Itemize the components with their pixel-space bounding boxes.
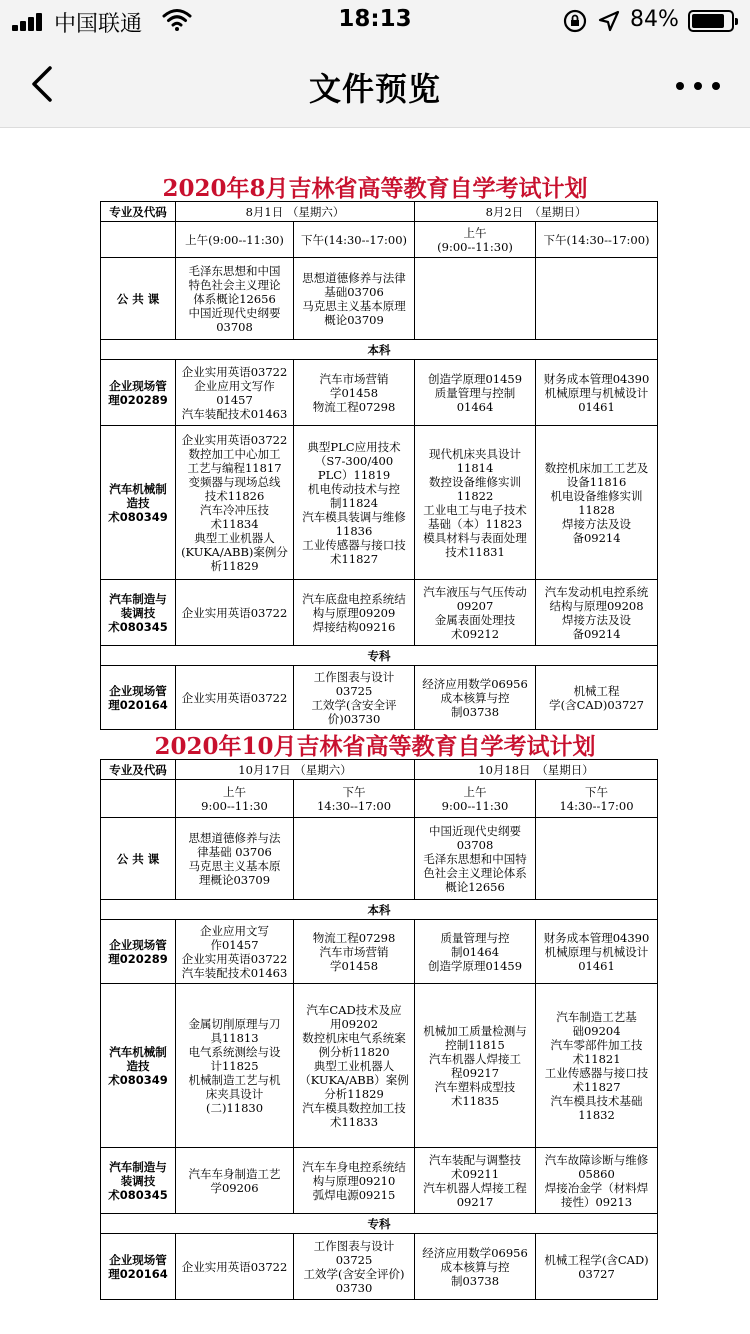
course-cell: 数控机床加工工艺及 设备11816 机电设备维修实训 11828 焊接方法及设 备09214 [536, 426, 658, 580]
status-bar [0, 0, 750, 40]
header-blank [101, 222, 176, 258]
major-name: 企业现场管 理020164 [101, 666, 176, 730]
course-cell: 财务成本管理04390 机械原理与机械设计 01461 [536, 920, 658, 984]
course-cell: 工作图表与设计 03725 工效学(含安全评价) 03730 [294, 1234, 415, 1300]
major-name: 汽车机械制 造技 术080349 [101, 426, 176, 580]
course-cell: 企业实用英语03722 [176, 666, 294, 730]
more-options-icon[interactable] [668, 70, 728, 100]
exam-schedule-table-august [100, 201, 658, 730]
public-course-cell [536, 818, 658, 900]
course-cell: 企业应用文写 作01457 企业实用英语03722 汽车装配技术01463 [176, 920, 294, 984]
section-benke: 本科 [101, 900, 658, 920]
course-cell: 机械工程学(含CAD) 03727 [536, 1234, 658, 1300]
location-arrow-icon [598, 10, 620, 32]
course-cell: 典型PLC应用技术 （S7-300/400 PLC）11819 机电传动技术与控 制11824 汽车模具装调与维修 11836 工业传感器与接口技 术11827 [294, 426, 415, 580]
course-cell: 汽车制造工艺基 础09204 汽车零部件加工技 术11821 工业传感器与接口技 术11827 汽车模具技术基础 11832 [536, 984, 658, 1148]
document-preview[interactable] [0, 128, 750, 1334]
course-cell: 经济应用数学06956 成本核算与控 制03738 [415, 1234, 536, 1300]
rotation-lock-icon [562, 8, 588, 34]
course-cell: 汽车装配与调整技 术09211 汽车机器人焊接工程 09217 [415, 1148, 536, 1214]
status-icons [560, 8, 630, 34]
course-cell: 汽车CAD技术及应 用09202 数控机床电气系统案 例分析11820 典型工业机器人 （KUKA/ABB）案例 分析11829 汽车模具数控加工技 术11833 [294, 984, 415, 1148]
major-name: 企业现场管 理020289 [101, 360, 176, 426]
header-session-3: 上午 9:00--11:30 [415, 780, 536, 818]
public-course-label: 公 共 课 [101, 818, 176, 900]
public-course-cell: 中国近现代史纲要 03708 毛泽东思想和中国特 色社会主义理论体系 概论12656 [415, 818, 536, 900]
major-name: 企业现场管 理020289 [101, 920, 176, 984]
course-cell: 物流工程07298 汽车市场营销 学01458 [294, 920, 415, 984]
header-day1: 10月17日 （星期六） [176, 760, 415, 780]
public-course-cell: 思想道德修养与法律 基础03706 马克思主义基本原理 概论03709 [294, 258, 415, 340]
course-cell: 工作图表与设计 03725 工效学(含安全评 价)03730 [294, 666, 415, 730]
header-day1: 8月1日 （星期六） [176, 202, 415, 222]
header-session-1: 上午 9:00--11:30 [176, 780, 294, 818]
public-course-cell [294, 818, 415, 900]
section-zhuanke: 专科 [101, 646, 658, 666]
course-cell: 汽车车身电控系统结 构与原理09210 弧焊电源09215 [294, 1148, 415, 1214]
course-cell: 金属切削原理与刀 具11813 电气系统测绘与设 计11825 机械制造工艺与机 床夹具设计 (二)11830 [176, 984, 294, 1148]
course-cell: 汽车故障诊断与维修 05860 焊接冶金学（材料焊 接性）09213 [536, 1148, 658, 1214]
major-name: 企业现场管 理020164 [101, 1234, 176, 1300]
header-session-4: 下午 14:30--17:00 [536, 780, 658, 818]
plan-title-august: 2020年8月吉林省高等教育自学考试计划 [162, 175, 588, 202]
course-cell: 汽车液压与气压传动 09207 金属表面处理技 术09212 [415, 580, 536, 646]
course-cell: 汽车车身制造工艺 学09206 [176, 1148, 294, 1214]
course-cell: 质量管理与控 制01464 创造学原理01459 [415, 920, 536, 984]
course-cell: 汽车发动机电控系统 结构与原理09208 焊接方法及设 备09214 [536, 580, 658, 646]
header-session-2: 下午(14:30--17:00) [294, 222, 415, 258]
course-cell: 企业实用英语03722 [176, 580, 294, 646]
course-cell: 企业实用英语03722 企业应用文写作 01457 汽车装配技术01463 [176, 360, 294, 426]
public-course-cell [415, 258, 536, 340]
header-session-2: 下午 14:30--17:00 [294, 780, 415, 818]
course-cell: 汽车市场营销 学01458 物流工程07298 [294, 360, 415, 426]
exam-schedule-table-october [100, 759, 658, 1300]
carrier-name: 中国联通 [54, 12, 143, 37]
public-course-cell: 思想道德修养与法 律基础 03706 马克思主义基本原 理概论03709 [176, 818, 294, 900]
header-major: 专业及代码 [101, 202, 176, 222]
section-zhuanke: 专科 [101, 1214, 658, 1234]
header-day2: 8月2日 （星期日） [415, 202, 658, 222]
header-major: 专业及代码 [101, 760, 176, 780]
course-cell: 创造学原理01459 质量管理与控制 01464 [415, 360, 536, 426]
plan-title-october: 2020年10月吉林省高等教育自学考试计划 [154, 733, 596, 760]
battery-icon [688, 10, 734, 32]
section-benke: 本科 [101, 340, 658, 360]
header-session-3: 上午 (9:00--11:30) [415, 222, 536, 258]
top-bar [0, 0, 750, 128]
public-course-label: 公 共 课 [101, 258, 176, 340]
course-cell: 机械加工质量检测与 控制11815 汽车机器人焊接工 程09217 汽车塑料成型技 术11835 [415, 984, 536, 1148]
course-cell: 企业实用英语03722 [176, 1234, 294, 1300]
major-name: 汽车制造与 装调技 术080345 [101, 580, 176, 646]
public-course-cell: 毛泽东思想和中国 特色社会主义理论 体系概论12656 中国近现代史纲要 03708 [176, 258, 294, 340]
course-cell: 经济应用数学06956 成本核算与控 制03738 [415, 666, 536, 730]
page-title: 文件预览 [308, 70, 441, 108]
course-cell: 企业实用英语03722 数控加工中心加工 工艺与编程11817 变频器与现场总线 技术11826 汽车冷冲压技 术11834 典型工业机器人 (KUKA/ABB)案例分 析11829 [176, 426, 294, 580]
header-blank [101, 780, 176, 818]
header-day2: 10月18日 （星期日） [415, 760, 658, 780]
battery-percent: 84% [630, 7, 679, 32]
course-cell: 机械工程 学(含CAD)03727 [536, 666, 658, 730]
nav-bar [0, 40, 750, 128]
course-cell: 现代机床夹具设计 11814 数控设备维修实训 11822 工业电工与电子技术 基础（本）11823 模具材料与表面处理 技术11831 [415, 426, 536, 580]
major-name: 汽车机械制 造技 术080349 [101, 984, 176, 1148]
public-course-cell [536, 258, 658, 340]
status-time: 18:13 [338, 6, 412, 32]
header-session-4: 下午(14:30--17:00) [536, 222, 658, 258]
major-name: 汽车制造与 装调技 术080345 [101, 1148, 176, 1214]
course-cell: 财务成本管理04390 机械原理与机械设计 01461 [536, 360, 658, 426]
header-session-1: 上午(9:00--11:30) [176, 222, 294, 258]
course-cell: 汽车底盘电控系统结 构与原理09209 焊接结构09216 [294, 580, 415, 646]
